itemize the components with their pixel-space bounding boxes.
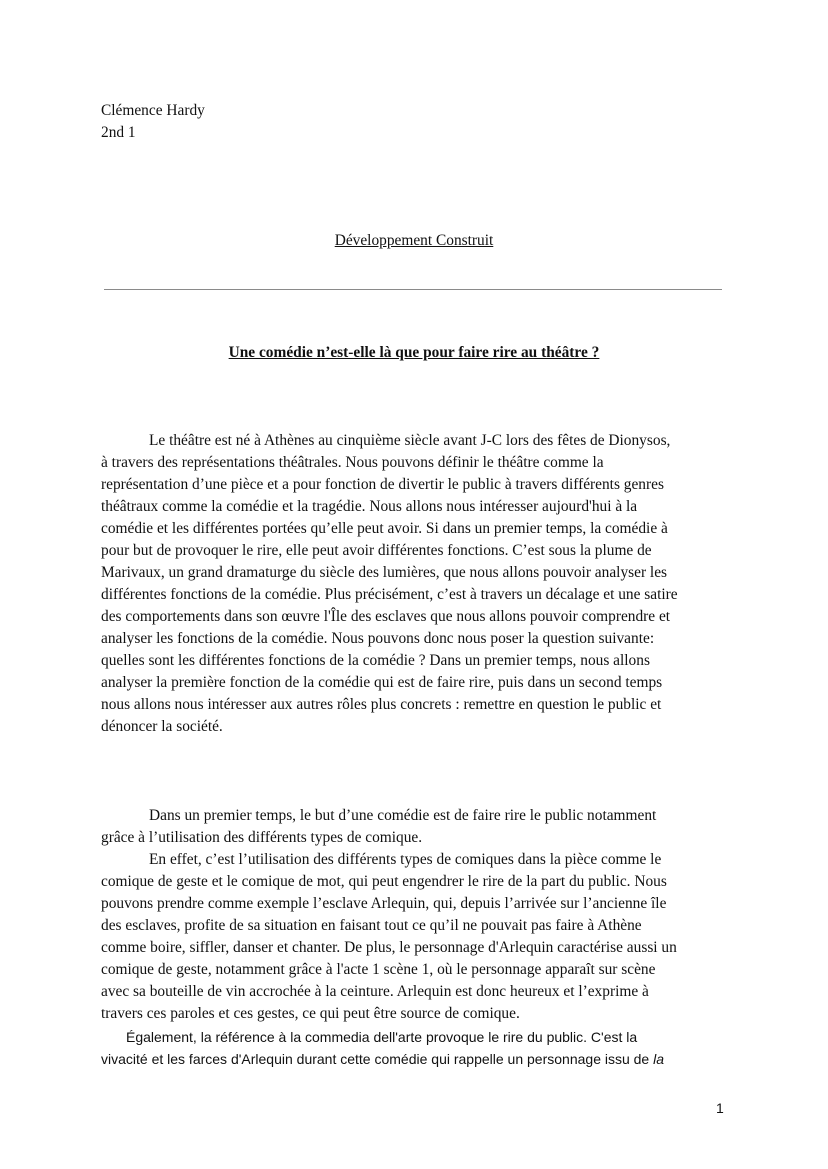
text-line: En effet, c’est l’utilisation des différents types de comiques dans la pièce comme le [149, 851, 662, 868]
text-line: analyser la première fonction de la comédie qui est de faire rire, puis dans un second temps [101, 674, 663, 691]
horizontal-divider [104, 289, 722, 290]
text-line: travers ces paroles et ces gestes, ce qui peut être source de comique. [101, 1005, 520, 1022]
text-line: nous allons nous intéresser aux autres rôles plus concrets : remettre en question le public et [101, 696, 662, 713]
page-number: 1 [716, 1100, 724, 1116]
author-name: Clémence Hardy [101, 102, 205, 119]
document-heading: Développement Construit [334, 232, 494, 249]
text-line: Marivaux, un grand dramaturge du siècle des lumières, que nous allons pouvoir analyser les [101, 564, 668, 581]
author-block [101, 100, 205, 144]
text-line: comique de geste, notamment grâce à l'acte 1 scène 1, où le personnage apparaît sur scène [101, 961, 656, 978]
text-line: analyser les fonctions de la comédie. Nous pouvons donc nous poser la question suivante: [101, 630, 655, 647]
italic-text: la [653, 1051, 665, 1067]
text-line: comme boire, siffler, danser et chanter. De plus, le personnage d'Arlequin caractérise aussi un [101, 939, 677, 956]
text-line: à travers des représentations théâtrales. Nous pouvons définir le théâtre comme la [101, 454, 604, 471]
text-line: quelles sont les différentes fonctions de la comédie ? Dans un premier temps, nous allons [101, 652, 650, 669]
text-line: Également, la référence à la commedia dell'arte provoque le rire du public. C'est la [126, 1029, 638, 1045]
text-line: différentes fonctions de la comédie. Plus précisément, c’est à travers un décalage et une satire [101, 586, 678, 603]
text-line [101, 1048, 664, 1070]
text-line: représentation d’une pièce et a pour fonction de divertir le public à travers différents genres [101, 476, 664, 493]
text-line: Dans un premier temps, le but d’une comédie est de faire rire le public notamment [149, 807, 657, 824]
text-line: des comportements dans son œuvre l'Île des esclaves que nous allons pouvoir comprendre et [101, 608, 671, 625]
text-line: dénoncer la société. [101, 718, 223, 735]
text-line: théâtraux comme la comédie et la tragédie. Nous allons nous intéresser aujourd'hui à la [101, 498, 638, 515]
text-span: vivacité et les farces d'Arlequin durant cette comédie qui rappelle un personnage issu de [101, 1051, 654, 1067]
text-line: avec sa bouteille de vin accrochée à la ceinture. Arlequin est donc heureux et l’exprime à [101, 983, 649, 1000]
text-line: grâce à l’utilisation des différents types de comique. [101, 829, 423, 846]
text-line: pouvons prendre comme exemple l’esclave Arlequin, qui, depuis l’arrivée sur l’ancienne île [101, 895, 667, 912]
text-line: comédie et les différentes portées qu’elle peut avoir. Si dans un premier temps, la comédie à [101, 520, 668, 537]
text-line: Le théâtre est né à Athènes au cinquième siècle avant J-C lors des fêtes de Dionysos, [149, 432, 671, 449]
text-line: pour but de provoquer le rire, elle peut avoir différentes fonctions. C’est sous la plume de [101, 542, 652, 559]
text-line: comique de geste et le comique de mot, qui peut engendrer le rire de la part du public. Nous [101, 873, 667, 890]
text-line: des esclaves, profite de sa situation en faisant tout ce qu’il ne pouvait pas faire à Athène [101, 917, 642, 934]
class-name: 2nd 1 [101, 124, 136, 141]
essay-question: Une comédie n’est-elle là que pour faire rire au théâtre ? [228, 344, 600, 361]
